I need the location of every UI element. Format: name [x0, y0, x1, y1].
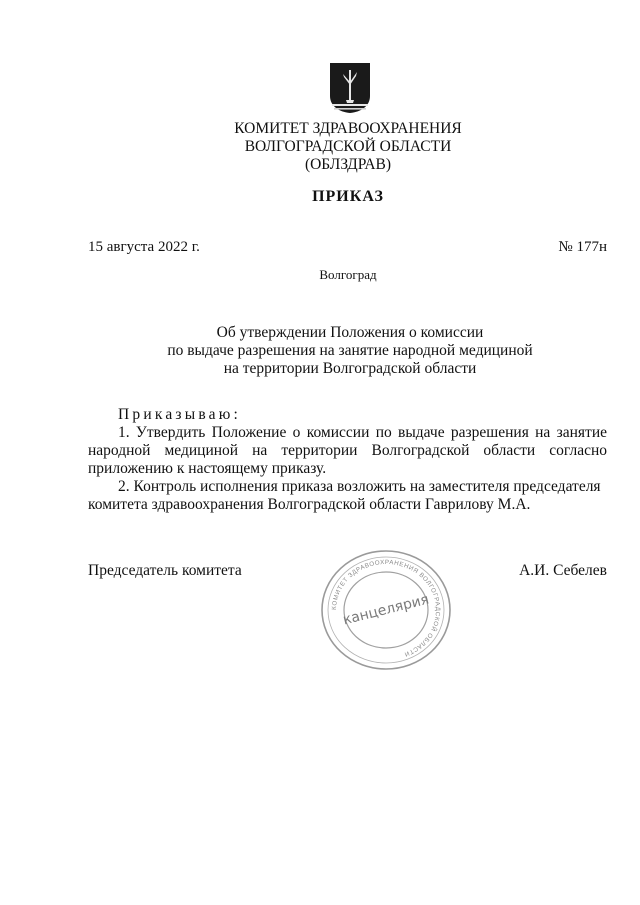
document-type: ПРИКАЗ — [312, 188, 384, 205]
order-item-2: 2. Контроль исполнения приказа возложить на заместителя председателя комитета здравоохранения Волгоградской области Гаврилову М.А. — [88, 478, 601, 513]
coat-of-arms-icon — [329, 62, 371, 114]
org-abbreviation: (ОБЛЗДРАВ) — [304, 156, 392, 173]
office-stamp — [318, 548, 454, 672]
order-lead: Приказываю: — [118, 406, 242, 423]
order-item-1: 1. Утвердить Положение о комиссии по выдаче разрешения на занятие народной медициной на территории Волгоградской области согласно приложению к настоящему приказу. — [88, 424, 607, 477]
document-number: № 177н — [558, 239, 607, 255]
stamp-ring-text: КОМИТЕТ ЗДРАВООХРАНЕНИЯ ВОЛГОГРАДСКОЙ ОБЛАСТИ — [330, 558, 442, 658]
subject-line-3: на территории Волгоградской области — [223, 360, 477, 377]
document-city: Волгоград — [319, 267, 377, 282]
subject-line-2: по выдаче разрешения на занятие народной медициной — [167, 342, 533, 359]
signatory-name: А.И. Себелев — [519, 562, 607, 579]
signatory-title: Председатель комитета — [88, 562, 242, 579]
org-name-line-2: ВОЛГОГРАДСКОЙ ОБЛАСТИ — [244, 138, 452, 155]
org-name-line-1: КОМИТЕТ ЗДРАВООХРАНЕНИЯ — [234, 120, 462, 137]
document-date: 15 августа 2022 г. — [88, 239, 200, 255]
subject-line-1: Об утверждении Положения о комиссии — [216, 324, 484, 341]
stamp-inner-text: канцелярия — [341, 591, 431, 629]
